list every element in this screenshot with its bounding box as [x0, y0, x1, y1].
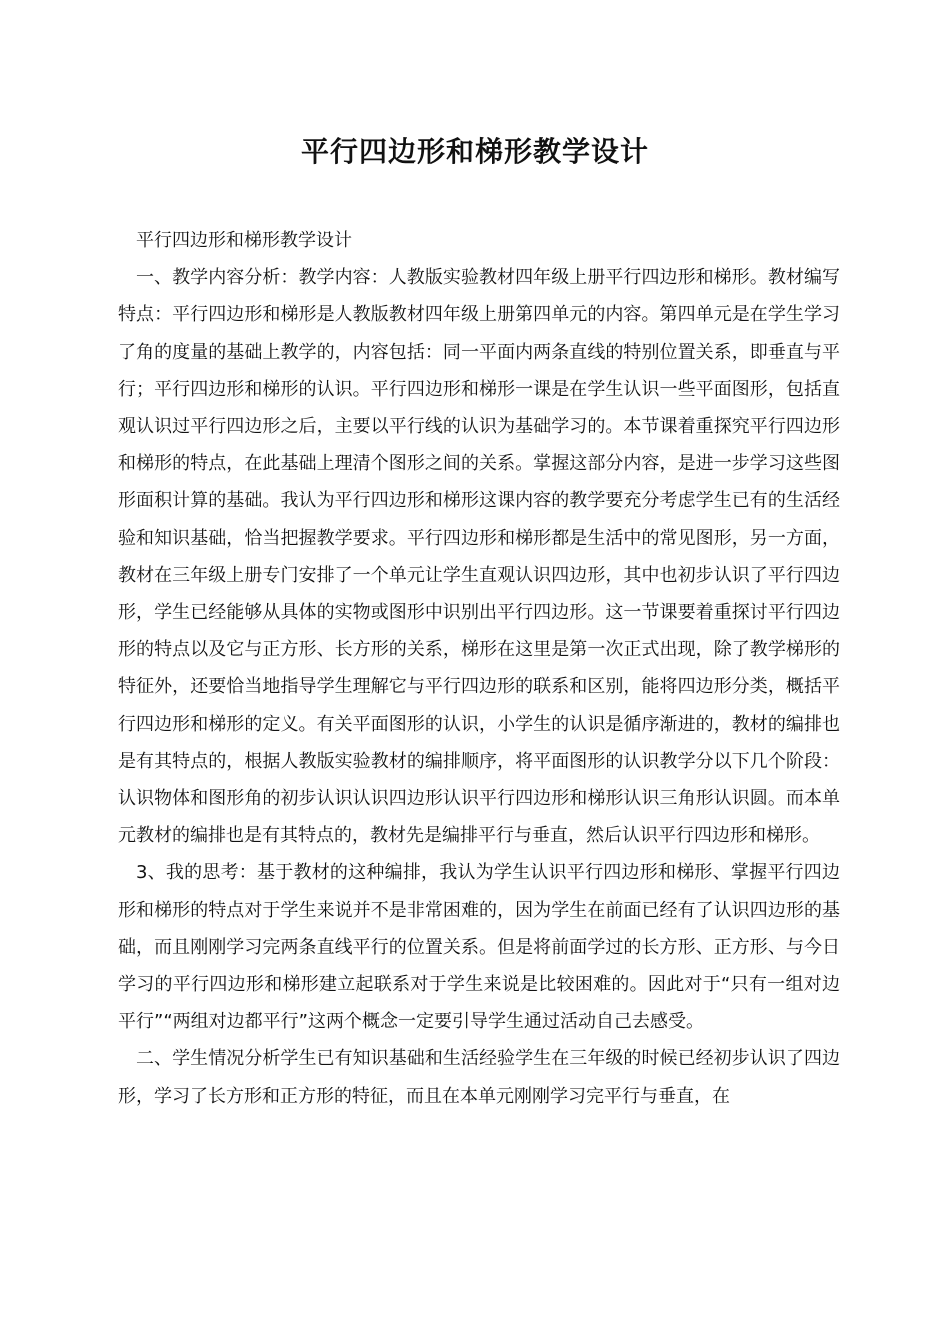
paragraph-my-thoughts: 3、我的思考：基于教材的这种编排，我认为学生认识平行四边形和梯形、掌握平行四边形和梯形的特点对于学生来说并不是非常困难的，因为学生在前面已经有了认识四边形的基础，而且刚刚学习完两条直线平行的位置关系。但是将前面学过的长方形、正方形、与今日学习的平行四边形和梯形建立起联系对于学生来说是比较困难的。因此对于“只有一组对边平行”“两组对边都平行”这两个概念一定要引导学生通过活动自己去感受。 — [118, 862, 840, 1033]
document-title: 平行四边形和梯形教学设计 — [300, 135, 649, 168]
document-body — [118, 222, 840, 1115]
paragraph-content-analysis: 一、教学内容分析：教学内容：人教版实验教材四年级上册平行四边形和梯形。教材编写特点：平行四边形和梯形是人教版教材四年级上册第四单元的内容。第四单元是在学生学习了角的度量的基础上教学的，内容包括：同一平面内两条直线的特别位置关系，即垂直与平行；平行四边形和梯形的认识。平行四边形和梯形一课是在学生认识一些平面图形，包括直观认识过平行四边形之后，主要以平行线的认识为基础学习的。本节课着重探究平行四边形和梯形的特点，在此基础上理清个图形之间的关系。掌握这部分内容，是进一步学习这些图形面积计算的基础。我认为平行四边形和梯形这课内容的教学要充分考虑学生已有的生活经验和知识基础，恰当把握教学要求。平行四边形和梯形都是生活中的常见图形，另一方面，教材在三年级上册专门安排了一个单元让学生直观认识四边形，其中也初步认识了平行四边形，学生已经能够从具体的实物或图形中识别出平行四边形。这一节课要着重探讨平行四边形的特点以及它与正方形、长方形的关系，梯形在这里是第一次正式出现，除了教学梯形的特征外，还要恰当地指导学生理解它与平行四边形的联系和区别，能将四边形分类，概括平行四边形和梯形的定义。有关平面图形的认识，小学生的认识是循序渐进的，教材的编排也是有其特点的，根据人教版实验教材的编排顺序，将平面图形的认识教学分以下几个阶段：认识物体和图形角的初步认识认识四边形认识平行四边形和梯形认识三角形认识圆。而本单元教材的编排也是有其特点的，教材先是编排平行与垂直，然后认识平行四边形和梯形。 — [118, 267, 840, 847]
paragraph-subtitle: 平行四边形和梯形教学设计 — [136, 230, 352, 251]
paragraph-student-analysis: 二、学生情况分析学生已有知识基础和生活经验学生在三年级的时候已经初步认识了四边形，学习了长方形和正方形的特征，而且在本单元刚刚学习完平行与垂直，在 — [118, 1048, 840, 1107]
